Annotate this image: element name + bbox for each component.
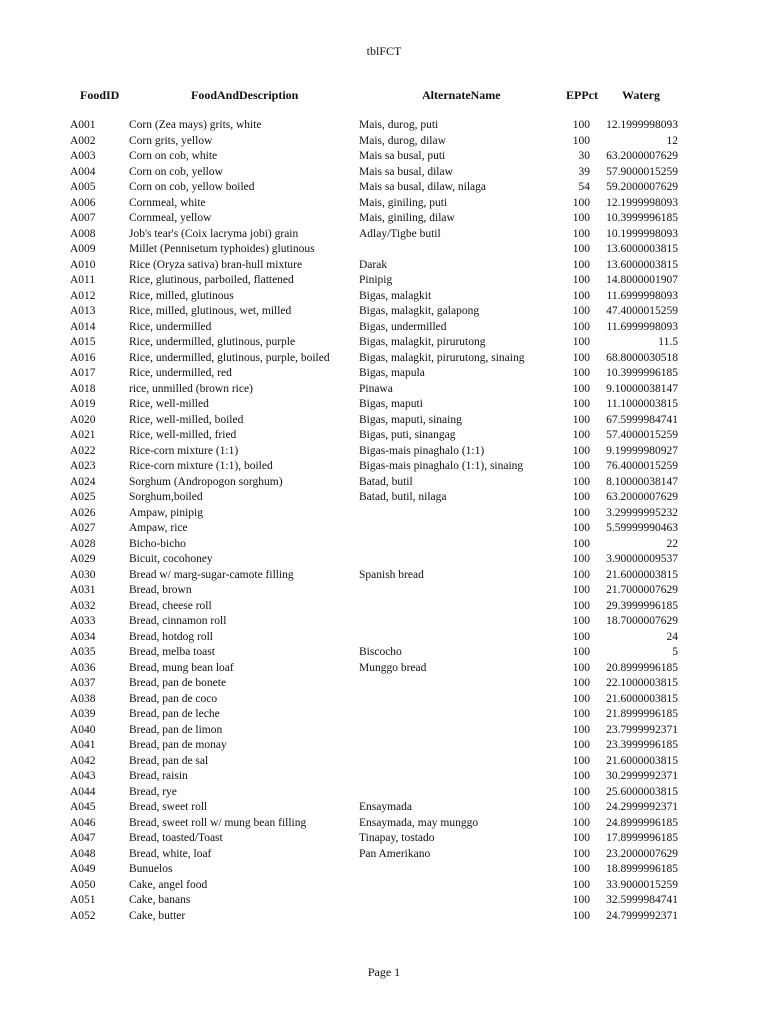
cell-waterg: 17.8999996185 xyxy=(606,832,678,844)
page-title: tblFCT xyxy=(366,44,402,58)
cell-waterg: 24.2999992371 xyxy=(606,801,678,813)
cell-foodid: A019 xyxy=(70,398,96,410)
cell-eppct: 100 xyxy=(572,646,590,658)
cell-eppct: 100 xyxy=(572,568,590,581)
cell-foodid: A032 xyxy=(70,599,96,612)
cell-alternate-name: Mais sa busal, dilaw xyxy=(359,165,453,178)
cell-eppct: 100 xyxy=(572,677,590,689)
cell-alternate-name: Bigas-mais pinaghalo (1:1), sinaing xyxy=(359,460,524,472)
cell-foodid: A041 xyxy=(70,739,96,751)
cell-alternate-name: Bigas, malagkit xyxy=(359,289,432,302)
cell-eppct: 100 xyxy=(572,444,590,457)
cell-eppct: 54 xyxy=(578,181,590,193)
cell-foodid: A004 xyxy=(70,165,96,178)
cell-food-description: Corn on cob, yellow xyxy=(129,165,223,178)
cell-food-description: Rice, undermilled, glutinous, purple xyxy=(129,336,296,348)
cell-food-description: Bicho-bicho xyxy=(129,537,186,550)
cell-waterg: 24.7999992371 xyxy=(606,909,678,922)
table-row xyxy=(0,878,768,894)
cell-eppct: 100 xyxy=(572,119,590,131)
cell-alternate-name: Ensaymada xyxy=(359,801,413,813)
cell-food-description: Bread, pan de sal xyxy=(129,754,209,767)
cell-waterg: 63.2000007629 xyxy=(606,150,678,162)
cell-foodid: A003 xyxy=(70,150,96,162)
table-row xyxy=(0,506,768,522)
cell-waterg: 14.8000001907 xyxy=(606,274,678,286)
table-row xyxy=(0,180,768,196)
cell-waterg: 9.19999980927 xyxy=(606,444,678,457)
cell-alternate-name: Munggo bread xyxy=(359,661,427,674)
cell-waterg: 13.6000003815 xyxy=(606,258,678,271)
cell-foodid: A034 xyxy=(70,630,96,643)
cell-foodid: A038 xyxy=(70,692,96,705)
cell-alternate-name: Batad, butil xyxy=(359,475,413,488)
cell-waterg: 25.6000003815 xyxy=(606,785,678,798)
cell-eppct: 100 xyxy=(572,491,590,503)
cell-eppct: 30 xyxy=(578,150,590,162)
cell-eppct: 100 xyxy=(572,475,590,488)
cell-waterg: 76.4000015259 xyxy=(606,460,678,472)
cell-eppct: 100 xyxy=(572,258,590,271)
cell-food-description: Rice, glutinous, parboiled, flattened xyxy=(129,274,294,286)
cell-waterg: 5 xyxy=(672,646,678,658)
cell-food-description: Corn grits, yellow xyxy=(129,134,213,147)
table-row xyxy=(0,568,768,584)
cell-waterg: 23.7999992371 xyxy=(606,723,678,736)
cell-alternate-name: Mais, giniling, dilaw xyxy=(359,212,455,224)
table-row xyxy=(0,537,768,553)
cell-waterg: 23.2000007629 xyxy=(606,847,678,860)
cell-foodid: A010 xyxy=(70,258,96,271)
cell-foodid: A039 xyxy=(70,708,96,720)
table-row xyxy=(0,645,768,661)
cell-food-description: Bread, sweet roll w/ mung bean filling xyxy=(129,816,307,829)
cell-foodid: A040 xyxy=(70,723,96,736)
cell-eppct: 100 xyxy=(572,522,590,534)
cell-waterg: 12.1999998093 xyxy=(606,119,678,131)
cell-foodid: A008 xyxy=(70,227,96,240)
cell-foodid: A046 xyxy=(70,816,96,829)
table-row xyxy=(0,909,768,925)
cell-alternate-name: Bigas-mais pinaghalo (1:1) xyxy=(359,444,485,457)
cell-waterg: 30.2999992371 xyxy=(606,770,678,782)
cell-foodid: A047 xyxy=(70,832,96,844)
cell-foodid: A014 xyxy=(70,320,96,333)
cell-foodid: A030 xyxy=(70,568,96,581)
cell-eppct: 100 xyxy=(572,584,590,596)
cell-waterg: 59.2000007629 xyxy=(606,181,678,193)
cell-eppct: 100 xyxy=(572,382,590,395)
cell-food-description: Bread, pan de coco xyxy=(129,692,218,705)
cell-eppct: 100 xyxy=(572,227,590,240)
table-row xyxy=(0,816,768,832)
table-row xyxy=(0,351,768,367)
cell-alternate-name: Mais, durog, puti xyxy=(359,119,439,131)
cell-food-description: Rice, milled, glutinous, wet, milled xyxy=(129,305,292,317)
cell-food-description: Sorghum,boiled xyxy=(129,491,203,503)
cell-foodid: A051 xyxy=(70,894,96,906)
header-food-and-description: FoodAndDescription xyxy=(191,88,299,102)
table-row xyxy=(0,599,768,615)
cell-alternate-name: Bigas, puti, sinangag xyxy=(359,429,456,441)
cell-foodid: A007 xyxy=(70,212,96,224)
cell-food-description: Cake, angel food xyxy=(129,878,208,891)
cell-alternate-name: Bigas, undermilled xyxy=(359,320,447,333)
cell-foodid: A028 xyxy=(70,537,96,550)
cell-foodid: A011 xyxy=(70,274,96,286)
cell-alternate-name: Batad, butil, nilaga xyxy=(359,491,447,503)
header-waterg: Waterg xyxy=(622,88,660,102)
table-row xyxy=(0,661,768,677)
cell-waterg: 21.6000003815 xyxy=(606,754,678,767)
cell-food-description: Bread, rye xyxy=(129,785,177,798)
cell-eppct: 100 xyxy=(572,274,590,286)
cell-food-description: Rice (Oryza sativa) bran-hull mixture xyxy=(129,258,303,271)
cell-food-description: Bread, pan de limon xyxy=(129,723,223,736)
cell-food-description: Rice, well-milled, boiled xyxy=(129,413,244,426)
cell-foodid: A033 xyxy=(70,615,96,627)
cell-waterg: 5.59999990463 xyxy=(606,522,678,534)
cell-eppct: 100 xyxy=(572,878,590,891)
cell-waterg: 10.3999996185 xyxy=(606,367,678,379)
table-row xyxy=(0,521,768,537)
table-row xyxy=(0,692,768,708)
cell-alternate-name: Tinapay, tostado xyxy=(359,832,435,844)
cell-waterg: 68.8000030518 xyxy=(606,351,678,364)
header-foodid: FoodID xyxy=(80,88,120,102)
cell-eppct: 100 xyxy=(572,832,590,844)
cell-food-description: Cornmeal, white xyxy=(129,196,206,209)
cell-eppct: 100 xyxy=(572,599,590,612)
header-alternate-name: AlternateName xyxy=(422,88,501,102)
cell-eppct: 100 xyxy=(572,212,590,224)
cell-waterg: 33.9000015259 xyxy=(606,878,678,891)
table-row xyxy=(0,614,768,630)
table-row xyxy=(0,196,768,212)
cell-eppct: 100 xyxy=(572,320,590,333)
cell-foodid: A009 xyxy=(70,243,96,255)
cell-waterg: 10.1999998093 xyxy=(606,227,678,240)
cell-foodid: A052 xyxy=(70,909,96,922)
cell-eppct: 100 xyxy=(572,708,590,720)
table-row xyxy=(0,227,768,243)
cell-food-description: Cake, butter xyxy=(129,909,186,922)
cell-alternate-name: Darak xyxy=(359,258,388,271)
cell-alternate-name: Spanish bread xyxy=(359,568,424,581)
cell-waterg: 3.29999995232 xyxy=(606,506,678,519)
cell-foodid: A043 xyxy=(70,770,96,782)
cell-waterg: 32.5999984741 xyxy=(606,894,678,906)
cell-eppct: 100 xyxy=(572,460,590,472)
header-eppct: EPPct xyxy=(566,88,598,102)
cell-foodid: A005 xyxy=(70,181,96,193)
cell-eppct: 100 xyxy=(572,723,590,736)
cell-foodid: A042 xyxy=(70,754,96,767)
cell-alternate-name: Mais, giniling, puti xyxy=(359,196,448,209)
cell-waterg: 18.8999996185 xyxy=(606,863,678,875)
table-row xyxy=(0,444,768,460)
cell-waterg: 13.6000003815 xyxy=(606,243,678,255)
table-row xyxy=(0,800,768,816)
cell-waterg: 47.4000015259 xyxy=(606,305,678,317)
cell-waterg: 3.90000009537 xyxy=(606,553,678,565)
cell-food-description: Sorghum (Andropogon sorghum) xyxy=(129,475,283,488)
table-row xyxy=(0,335,768,351)
cell-food-description: Job's tear's (Coix lacryma jobi) grain xyxy=(129,227,299,240)
cell-foodid: A037 xyxy=(70,677,96,689)
table-row xyxy=(0,707,768,723)
cell-alternate-name: Adlay/Tigbe butil xyxy=(359,227,441,240)
cell-foodid: A002 xyxy=(70,134,96,147)
cell-foodid: A025 xyxy=(70,491,96,503)
cell-foodid: A036 xyxy=(70,661,96,674)
table-row xyxy=(0,165,768,181)
table-body xyxy=(0,118,768,924)
table-row xyxy=(0,304,768,320)
cell-foodid: A029 xyxy=(70,553,96,565)
cell-alternate-name: Pinawa xyxy=(359,382,393,395)
cell-food-description: Cornmeal, yellow xyxy=(129,212,212,224)
cell-foodid: A049 xyxy=(70,863,96,875)
table-row xyxy=(0,552,768,568)
cell-food-description: Corn on cob, white xyxy=(129,150,218,162)
cell-alternate-name: Biscocho xyxy=(359,646,402,658)
cell-food-description: Bread, raisin xyxy=(129,770,188,782)
cell-waterg: 20.8999996185 xyxy=(606,661,678,674)
table-row xyxy=(0,118,768,134)
cell-waterg: 12 xyxy=(666,134,678,147)
cell-foodid: A012 xyxy=(70,289,96,302)
cell-waterg: 11.5 xyxy=(658,336,678,348)
table-row xyxy=(0,831,768,847)
cell-eppct: 100 xyxy=(572,816,590,829)
cell-food-description: Bread w/ marg-sugar-camote filling xyxy=(129,568,294,581)
table-row xyxy=(0,847,768,863)
table-row xyxy=(0,738,768,754)
table-row xyxy=(0,583,768,599)
cell-waterg: 11.6999998093 xyxy=(606,289,678,302)
cell-waterg: 29.3999996185 xyxy=(606,599,678,612)
table-row xyxy=(0,893,768,909)
cell-waterg: 11.6999998093 xyxy=(606,320,678,333)
cell-food-description: Bread, toasted/Toast xyxy=(129,832,223,844)
cell-eppct: 100 xyxy=(572,413,590,426)
cell-alternate-name: Pinipig xyxy=(359,274,393,286)
cell-eppct: 100 xyxy=(572,429,590,441)
cell-waterg: 22.1000003815 xyxy=(606,677,678,689)
cell-foodid: A001 xyxy=(70,119,96,131)
cell-food-description: Bread, pan de bonete xyxy=(129,677,227,689)
cell-eppct: 100 xyxy=(572,615,590,627)
cell-alternate-name: Bigas, malagkit, galapong xyxy=(359,305,480,317)
cell-food-description: Rice, well-milled xyxy=(129,398,209,410)
cell-waterg: 57.4000015259 xyxy=(606,429,678,441)
cell-foodid: A023 xyxy=(70,460,96,472)
cell-eppct: 100 xyxy=(572,630,590,643)
cell-food-description: Bread, cinnamon roll xyxy=(129,615,227,627)
cell-food-description: Rice-corn mixture (1:1), boiled xyxy=(129,460,273,472)
cell-food-description: Bunuelos xyxy=(129,863,173,875)
cell-waterg: 21.7000007629 xyxy=(606,584,678,596)
cell-food-description: Rice, milled, glutinous xyxy=(129,289,234,302)
table-row xyxy=(0,723,768,739)
cell-eppct: 100 xyxy=(572,243,590,255)
cell-waterg: 67.5999984741 xyxy=(606,413,678,426)
cell-eppct: 100 xyxy=(572,801,590,813)
cell-eppct: 100 xyxy=(572,367,590,379)
cell-eppct: 100 xyxy=(572,754,590,767)
table-row xyxy=(0,320,768,336)
cell-food-description: Bicuit, cocohoney xyxy=(129,553,213,565)
cell-food-description: Bread, pan de monay xyxy=(129,739,227,751)
cell-food-description: Bread, pan de leche xyxy=(129,708,220,720)
cell-foodid: A013 xyxy=(70,305,96,317)
cell-alternate-name: Bigas, malagkit, pirurutong xyxy=(359,336,486,348)
cell-food-description: Bread, mung bean loaf xyxy=(129,661,234,674)
cell-waterg: 24 xyxy=(666,630,678,643)
cell-eppct: 100 xyxy=(572,692,590,705)
table-row xyxy=(0,428,768,444)
table-row xyxy=(0,490,768,506)
cell-foodid: A048 xyxy=(70,847,96,860)
table-row xyxy=(0,134,768,150)
table-row xyxy=(0,149,768,165)
cell-waterg: 24.8999996185 xyxy=(606,816,678,829)
cell-food-description: Bread, melba toast xyxy=(129,646,215,658)
cell-eppct: 100 xyxy=(572,847,590,860)
cell-food-description: Bread, brown xyxy=(129,584,192,596)
cell-foodid: A017 xyxy=(70,367,96,379)
cell-waterg: 9.10000038147 xyxy=(606,382,678,395)
cell-alternate-name: Bigas, maputi, sinaing xyxy=(359,413,462,426)
cell-eppct: 100 xyxy=(572,739,590,751)
table-row xyxy=(0,862,768,878)
cell-food-description: Bread, cheese roll xyxy=(129,599,212,612)
cell-eppct: 100 xyxy=(572,506,590,519)
cell-eppct: 100 xyxy=(572,553,590,565)
cell-foodid: A026 xyxy=(70,506,96,519)
cell-waterg: 10.3999996185 xyxy=(606,212,678,224)
cell-food-description: Ampaw, rice xyxy=(129,522,188,534)
cell-food-description: Bread, sweet roll xyxy=(129,801,208,813)
cell-eppct: 100 xyxy=(572,289,590,302)
cell-eppct: 100 xyxy=(572,770,590,782)
table-row xyxy=(0,459,768,475)
cell-food-description: Rice, undermilled, red xyxy=(129,367,232,379)
cell-eppct: 100 xyxy=(572,894,590,906)
cell-waterg: 18.7000007629 xyxy=(606,615,678,627)
cell-waterg: 57.9000015259 xyxy=(606,165,678,178)
cell-waterg: 21.6000003815 xyxy=(606,568,678,581)
cell-food-description: Rice, undermilled, glutinous, purple, boiled xyxy=(129,351,330,364)
table-row xyxy=(0,475,768,491)
table-row xyxy=(0,242,768,258)
cell-eppct: 100 xyxy=(572,537,590,550)
cell-foodid: A021 xyxy=(70,429,96,441)
cell-foodid: A015 xyxy=(70,336,96,348)
cell-foodid: A044 xyxy=(70,785,96,798)
cell-foodid: A050 xyxy=(70,878,96,891)
cell-foodid: A027 xyxy=(70,522,96,534)
cell-food-description: Ampaw, pinipig xyxy=(129,506,203,519)
cell-food-description: Rice, well-milled, fried xyxy=(129,429,237,441)
table-row xyxy=(0,630,768,646)
cell-waterg: 63.2000007629 xyxy=(606,491,678,503)
cell-eppct: 39 xyxy=(578,165,590,178)
cell-waterg: 23.3999996185 xyxy=(606,739,678,751)
cell-food-description: Rice, undermilled xyxy=(129,320,212,333)
cell-food-description: rice, unmilled (brown rice) xyxy=(129,382,253,395)
cell-food-description: Millet (Pennisetum typhoides) glutinous xyxy=(129,243,315,255)
cell-foodid: A035 xyxy=(70,646,96,658)
cell-eppct: 100 xyxy=(572,305,590,317)
cell-alternate-name: Mais sa busal, dilaw, nilaga xyxy=(359,181,487,193)
cell-foodid: A016 xyxy=(70,351,96,364)
cell-food-description: Corn on cob, yellow boiled xyxy=(129,181,255,193)
cell-waterg: 21.6000003815 xyxy=(606,692,678,705)
table-row xyxy=(0,382,768,398)
cell-eppct: 100 xyxy=(572,336,590,348)
table-row xyxy=(0,676,768,692)
cell-eppct: 100 xyxy=(572,661,590,674)
cell-eppct: 100 xyxy=(572,863,590,875)
table-row xyxy=(0,754,768,770)
table-row xyxy=(0,785,768,801)
table-row xyxy=(0,273,768,289)
table-row xyxy=(0,211,768,227)
cell-food-description: Bread, white, loaf xyxy=(129,847,212,860)
cell-foodid: A020 xyxy=(70,413,96,426)
cell-eppct: 100 xyxy=(572,909,590,922)
cell-food-description: Bread, hotdog roll xyxy=(129,630,213,643)
cell-food-description: Rice-corn mixture (1:1) xyxy=(129,444,239,457)
table-row xyxy=(0,413,768,429)
cell-alternate-name: Mais, durog, dilaw xyxy=(359,134,446,147)
cell-waterg: 12.1999998093 xyxy=(606,196,678,209)
cell-waterg: 11.1000003815 xyxy=(606,398,678,410)
cell-alternate-name: Bigas, malagkit, pirurutong, sinaing xyxy=(359,351,525,364)
cell-food-description: Corn (Zea mays) grits, white xyxy=(129,119,262,131)
cell-alternate-name: Bigas, mapula xyxy=(359,367,425,379)
cell-eppct: 100 xyxy=(572,351,590,364)
cell-waterg: 8.10000038147 xyxy=(606,475,678,488)
cell-foodid: A006 xyxy=(70,196,96,209)
cell-waterg: 22 xyxy=(666,537,678,550)
cell-foodid: A024 xyxy=(70,475,96,488)
cell-alternate-name: Ensaymada, may munggo xyxy=(359,816,479,829)
cell-alternate-name: Mais sa busal, puti xyxy=(359,150,446,162)
table-row xyxy=(0,769,768,785)
cell-foodid: A045 xyxy=(70,801,96,813)
table-row xyxy=(0,366,768,382)
cell-eppct: 100 xyxy=(572,196,590,209)
cell-waterg: 21.8999996185 xyxy=(606,708,678,720)
cell-foodid: A018 xyxy=(70,382,96,395)
cell-alternate-name: Bigas, maputi xyxy=(359,398,423,410)
page-number: Page 1 xyxy=(367,965,401,979)
cell-alternate-name: Pan Amerikano xyxy=(359,847,431,860)
cell-foodid: A031 xyxy=(70,584,96,596)
table-row xyxy=(0,289,768,305)
cell-eppct: 100 xyxy=(572,398,590,410)
cell-eppct: 100 xyxy=(572,134,590,147)
cell-food-description: Cake, banans xyxy=(129,894,191,906)
table-row xyxy=(0,397,768,413)
cell-eppct: 100 xyxy=(572,785,590,798)
cell-foodid: A022 xyxy=(70,444,96,457)
table-row xyxy=(0,258,768,274)
